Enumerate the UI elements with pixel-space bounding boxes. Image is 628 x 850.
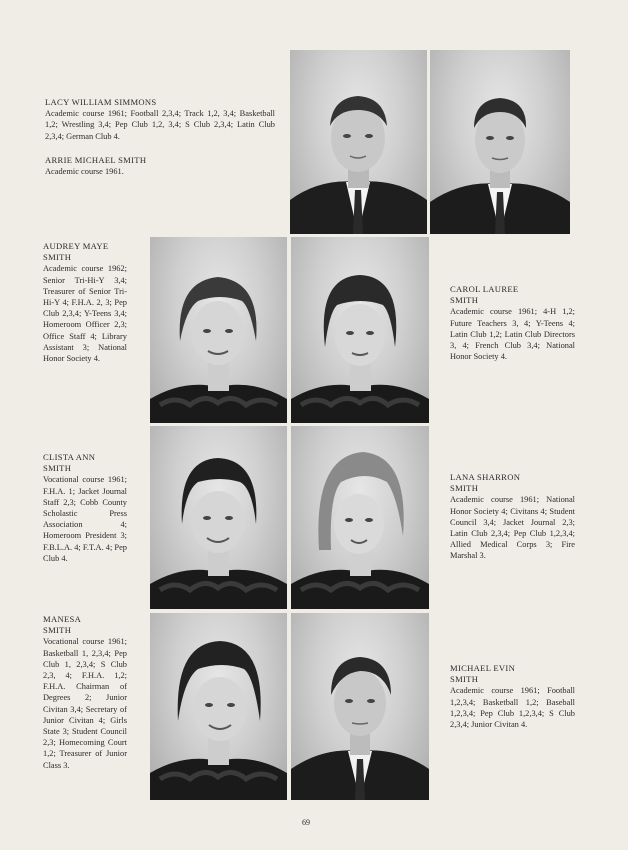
student-entry-clista-smith: [43, 452, 127, 564]
portrait-photo-manesa-smith: [150, 613, 287, 800]
page-number: 69: [302, 818, 310, 827]
portrait-photo-michael-smith: [291, 613, 429, 800]
student-entry-carol-smith: [450, 284, 575, 362]
portrait-photo-arrie-smith: [430, 50, 570, 234]
portrait-photo-lana-smith: [291, 426, 429, 609]
student-activities: Academic course 1961; National Honor Society 4; Civitans 4; Student Council 3,4; Jacket Journal 2,3; Latin Club 2,3,4; Pep Club 1,2,3,4; Allied Medical Corps 3; Fire Marshal 3.: [450, 495, 575, 561]
student-name: CAROL LAUREE SMITH: [450, 284, 519, 306]
student-activities: Academic course 1961; Football 1,2,3,4; Basketball 1,2; Baseball 1,2,3,4; Pep Club 1,2,3,4; S Club 2,3,4; Junior Civitan 4.: [450, 686, 575, 730]
student-entry-lana-smith: [450, 472, 575, 562]
student-name: MANESA SMITH: [43, 614, 82, 636]
student-activities: Academic course 1961.: [45, 167, 124, 177]
student-activities: Vocational course 1961; F.H.A. 1; Jacket Journal Staff 2,3; Cobb County Scholastic Press Association 4; Homeroom President 3; F.B.L.A. 4; F.T.A. 4; Pep Club 4.: [43, 475, 127, 563]
student-name: LANA SHARRON SMITH: [450, 472, 521, 494]
portrait-photo-carol-smith: [291, 237, 429, 423]
student-activities: Academic course 1961; Football 2,3,4; Track 1,2, 3,4; Basketball 1,2; Wrestling 3,4; Pep Club 1,2, 3,4; S Club 2,3,4; Latin Club 2,3,4; German Club 4.: [45, 109, 275, 141]
student-activities: Academic course 1962; Senior Tri-Hi-Y 3,4; Treasurer of Senior Tri-Hi-Y 4; F.H.A. 2, 3; Pep Club 2,3,4; Y-Teens 3,4; Homeroom Officer 2,3; Office Staff 4; Library Assistant 3; National Honor Society 4.: [43, 264, 127, 364]
student-name: AUDREY MAYE SMITH: [43, 241, 109, 263]
portrait-photo-lacy-simmons: [290, 50, 427, 234]
student-name: CLISTA ANN SMITH: [43, 452, 96, 474]
student-activities: Academic course 1961; 4-H 1,2; Future Teachers 3, 4; Y-Teens 4; Latin Club 1,2; Latin Club Directors 3, 4; French Club 3,4; National Honor Society 4.: [450, 307, 575, 362]
student-entry-arrie-smith: [45, 155, 275, 177]
student-activities: Vocational course 1961; Basketball 1, 2,3,4; Pep Club 1, 2,3,4; S Club 2,3, 4; F.H.A. 1,2; F.H.A. Chairman of Degrees 2; Junior Civitan 3,4; Secretary of Junior Civitan 4; Girls State 3; Student Council 2,3; Homecoming Court 1,2; Treasurer of Junior Class 3.: [43, 637, 127, 770]
student-entry-lacy-simmons: [45, 97, 275, 142]
portrait-photo-audrey-smith: [150, 237, 287, 423]
student-name: ARRIE MICHAEL SMITH: [45, 155, 147, 165]
student-entry-michael-smith: [450, 663, 575, 730]
student-entry-manesa-smith: [43, 614, 127, 771]
student-name: LACY WILLIAM SIMMONS: [45, 97, 157, 107]
student-name: MICHAEL EVIN SMITH: [450, 663, 516, 685]
portrait-photo-clista-smith: [150, 426, 287, 609]
student-entry-audrey-smith: [43, 241, 127, 364]
